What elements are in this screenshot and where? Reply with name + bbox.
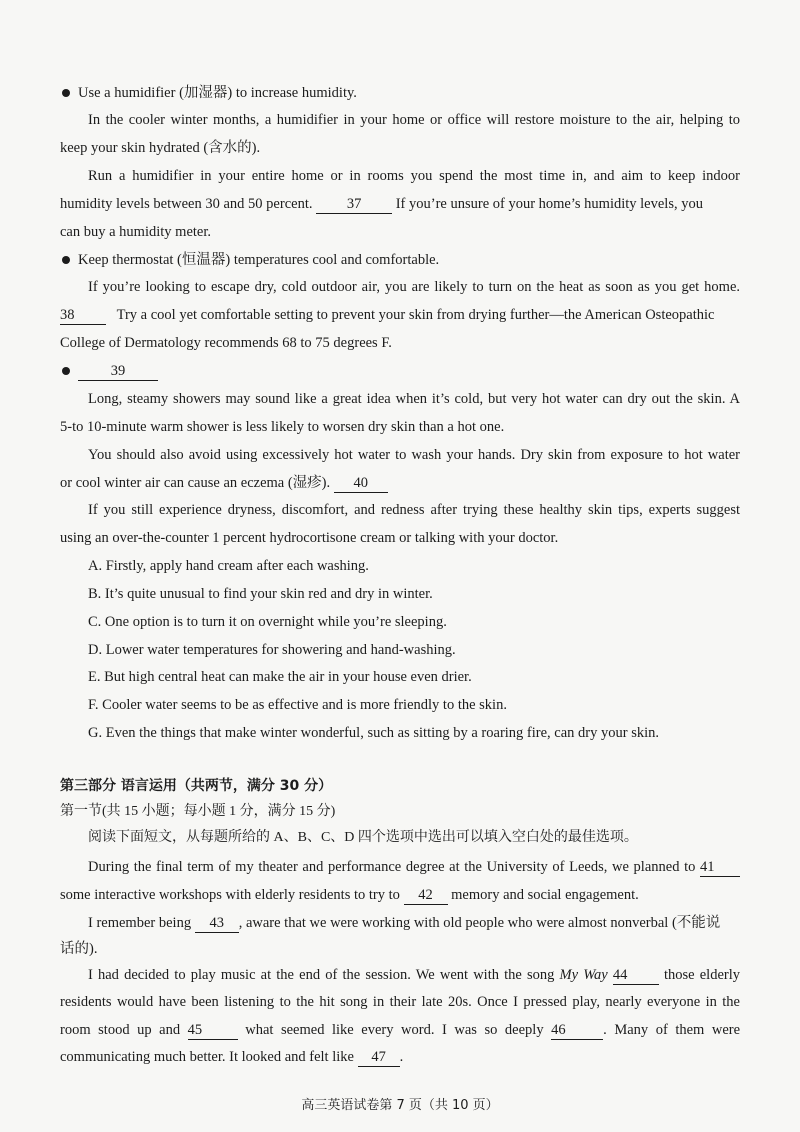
option-a[interactable]: A. Firstly, apply hand cream after each washing.	[88, 558, 369, 574]
paragraph-line: can buy a humidity meter.	[60, 224, 212, 240]
page-footer: 高三英语试卷第 7 页（共 10 页）	[301, 1098, 499, 1113]
blank-45[interactable]: 45	[188, 1022, 238, 1040]
option-b[interactable]: B. It’s quite unusual to find your skin red and dry in winter.	[88, 586, 433, 602]
paragraph-line: residents would have been listening to the hit song in their late 20s. Once I pressed play, nearly everyone in the	[60, 994, 740, 1010]
tip-heading-humidifier: Use a humidifier (加湿器) to increase humidity.	[62, 83, 742, 103]
paragraph-line: I remember being 43 , aware that we were working with old people who were almost nonverbal (不能说	[88, 915, 721, 931]
paragraph-line: 38 Try a cool yet comfortable setting to prevent your skin from drying further—the American Osteopathic	[60, 307, 715, 323]
paragraph-line: using an over-the-counter 1 percent hydrocortisone cream or talking with your doctor.	[60, 530, 559, 546]
bullet-icon	[62, 367, 70, 375]
blank-43[interactable]: 43	[195, 915, 239, 933]
paragraph-line: humidity levels between 30 and 50 percent. 37 If you’re unsure of your home’s humidity levels, you	[60, 196, 703, 212]
paragraph-line: communicating much better. It looked and felt like 47 .	[60, 1049, 404, 1065]
paragraph-line: If you’re looking to escape dry, cold outdoor air, you are likely to turn on the heat as soon as you get home.	[88, 279, 740, 295]
option-c[interactable]: C. One option is to turn it on overnight while you’re sleeping.	[88, 614, 447, 630]
paragraph-line: If you still experience dryness, discomfort, and redness after trying these healthy skin tips, experts suggest	[88, 502, 740, 518]
paragraph-line: In the cooler winter months, a humidifier in your home or office will restore moisture to the air, helping to	[88, 112, 740, 128]
paragraph-line: You should also avoid using excessively hot water to wash your hands. Dry skin from exposure to hot water	[88, 447, 740, 463]
blank-37[interactable]: 37	[316, 196, 392, 214]
option-d[interactable]: D. Lower water temperatures for showering and hand-washing.	[88, 642, 456, 658]
bullet-icon	[62, 256, 70, 264]
paragraph-line: 5-to 10-minute warm shower is less likely to worsen dry skin than a hot one.	[60, 419, 505, 435]
paragraph-line: or cool winter air can cause an eczema (湿疹). 40	[60, 473, 740, 493]
option-g[interactable]: G. Even the things that make winter wonderful, such as sitting by a roaring fire, can dry your skin.	[88, 725, 660, 741]
paragraph-line: During the final term of my theater and performance degree at the University of Leeds, we planned to 41	[88, 857, 740, 877]
blank-42[interactable]: 42	[404, 887, 448, 905]
paragraph-line: Run a humidifier in your entire home or in rooms you spend the most time in, and aim to keep indoor	[88, 168, 740, 184]
blank-44[interactable]: 44	[613, 967, 659, 985]
paragraph-line: room stood up and 45 what seemed like every word. I was so deeply 46 . Many of them were	[60, 1022, 741, 1038]
paragraph-line: 话的).	[60, 941, 98, 957]
song-title: My Way	[559, 967, 608, 983]
paragraph-line: College of Dermatology recommends 68 to 75 degrees F.	[60, 335, 392, 351]
blank-41[interactable]: 41	[700, 859, 740, 877]
paragraph-line: Long, steamy showers may sound like a great idea when it’s cold, but very hot water can dry out the skin. A	[88, 391, 740, 407]
paragraph-line: keep your skin hydrated (含水的).	[60, 140, 261, 156]
paragraph-line: some interactive workshops with elderly residents to try to 42 memory and social engagement.	[60, 887, 639, 903]
section-subtitle: 第一节(共 15 小题；每小题 1 分，满分 15 分)	[60, 804, 336, 819]
option-f[interactable]: F. Cooler water seems to be as effective and is more friendly to the skin.	[88, 697, 507, 713]
paragraph-line: I had decided to play music at the end of the session. We went with the song My Way 44 those elderly	[88, 967, 740, 983]
section-title: 第三部分 语言运用（共两节，满分 30 分）	[60, 778, 333, 794]
bullet-icon	[62, 89, 70, 97]
blank-40[interactable]: 40	[334, 475, 388, 493]
blank-46[interactable]: 46	[551, 1022, 603, 1040]
blank-38[interactable]: 38	[60, 307, 106, 325]
tip-heading-39	[62, 361, 742, 381]
option-e[interactable]: E. But high central heat can make the air in your house even drier.	[88, 669, 472, 685]
tip-heading-thermostat: Keep thermostat (恒温器) temperatures cool and comfortable.	[62, 250, 742, 270]
instruction: 阅读下面短文，从每题所给的 A、B、C、D 四个选项中选出可以填入空白处的最佳选项。	[88, 830, 638, 845]
blank-39[interactable]: 39	[78, 363, 158, 381]
blank-47[interactable]: 47	[358, 1049, 400, 1067]
